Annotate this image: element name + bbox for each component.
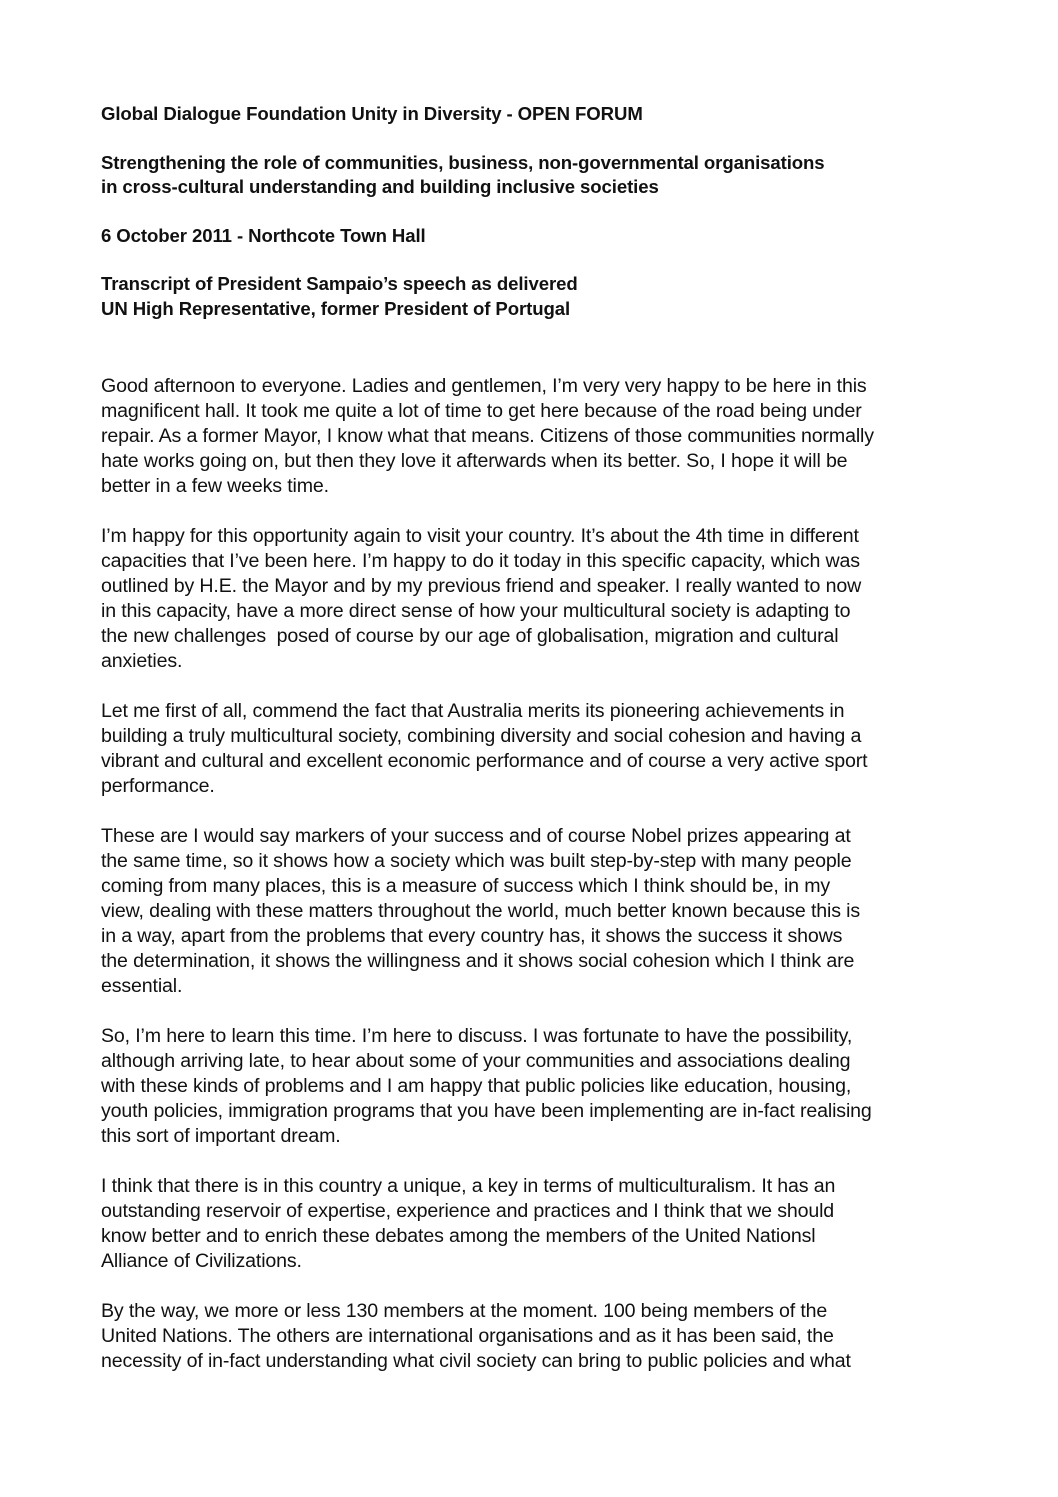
text-line: view, dealing with these matters throughout the world, much better known because this is — [101, 900, 860, 922]
document-subtitle — [101, 151, 971, 200]
text-line: with these kinds of problems and I am happy that public policies like education, housing, — [101, 1075, 852, 1097]
transcript-heading — [101, 272, 971, 321]
text-line: United Nations. The others are international organisations and as it has been said, the — [101, 1325, 834, 1347]
subtitle-line: in cross-cultural understanding and building inclusive societies — [101, 176, 659, 197]
document-header — [101, 102, 971, 345]
text-line: in a way, apart from the problems that every country has, it shows the success it shows — [101, 925, 843, 947]
text-line: building a truly multicultural society, combining diversity and social cohesion and having a — [101, 725, 862, 747]
text-line: These are I would say markers of your success and of course Nobel prizes appearing at — [101, 825, 851, 847]
text-line: youth policies, immigration programs that you have been implementing are in-fact realising — [101, 1100, 872, 1122]
paragraph-3 — [101, 699, 971, 799]
subtitle-line: Strengthening the role of communities, business, non-governmental organisations — [101, 151, 825, 173]
text-line: capacities that I’ve been here. I’m happy to do it today in this specific capacity, which was — [101, 550, 860, 572]
text-line: necessity of in-fact understanding what civil society can bring to public policies and what — [101, 1350, 851, 1372]
text-line: hate works going on, but then they love it afterwards when its better. So, I hope it will be — [101, 450, 848, 472]
paragraph-7 — [101, 1299, 971, 1374]
text-line: outstanding reservoir of expertise, experience and practices and I think that we should — [101, 1200, 835, 1222]
speech-body — [101, 374, 971, 1399]
text-line: repair. As a former Mayor, I know what that means. Citizens of those communities normally — [101, 425, 874, 447]
text-line: the determination, it shows the willingness and it shows social cohesion which I think are — [101, 950, 855, 972]
text-line: Let me first of all, commend the fact that Australia merits its pioneering achievements in — [101, 700, 845, 722]
text-line: anxieties. — [101, 650, 183, 672]
transcript-line: Transcript of President Sampaio’s speech as delivered — [101, 273, 578, 294]
text-line: I’m happy for this opportunity again to visit your country. It’s about the 4th time in different — [101, 525, 859, 547]
text-line: vibrant and cultural and excellent economic performance and of course a very active sport — [101, 750, 868, 772]
text-line: coming from many places, this is a measure of success which I think should be, in my — [101, 875, 831, 897]
paragraph-5 — [101, 1024, 971, 1149]
date-venue: 6 October 2011 - Northcote Town Hall — [101, 224, 426, 246]
text-line: know better and to enrich these debates among the members of the United Nationsl — [101, 1225, 816, 1247]
text-line: the new challenges posed of course by our age of globalisation, migration and cultural — [101, 625, 839, 647]
text-line: I think that there is in this country a unique, a key in terms of multiculturalism. It has an — [101, 1175, 836, 1197]
paragraph-6 — [101, 1174, 971, 1274]
paragraph-1 — [101, 374, 971, 499]
text-line: the same time, so it shows how a society which was built step-by-step with many people — [101, 850, 852, 872]
text-line: essential. — [101, 975, 183, 997]
text-line: So, I’m here to learn this time. I’m here to discuss. I was fortunate to have the possibility, — [101, 1025, 853, 1047]
text-line: this sort of important dream. — [101, 1125, 341, 1147]
text-line: performance. — [101, 775, 215, 797]
text-line: in this capacity, have a more direct sense of how your multicultural society is adapting to — [101, 600, 851, 622]
text-line: better in a few weeks time. — [101, 475, 329, 497]
text-line: magnificent hall. It took me quite a lot of time to get here because of the road being under — [101, 400, 862, 422]
speaker-role-line: UN High Representative, former President of Portugal — [101, 297, 571, 319]
document-title: Global Dialogue Foundation Unity in Diversity - OPEN FORUM — [101, 103, 643, 124]
text-line: outlined by H.E. the Mayor and by my previous friend and speaker. I really wanted to now — [101, 575, 862, 597]
paragraph-2 — [101, 524, 971, 674]
paragraph-4 — [101, 824, 971, 999]
text-line: By the way, we more or less 130 members at the moment. 100 being members of the — [101, 1300, 828, 1322]
text-line: Alliance of Civilizations. — [101, 1250, 302, 1272]
text-line: Good afternoon to everyone. Ladies and gentlemen, I’m very very happy to be here in this — [101, 375, 867, 397]
text-line: although arriving late, to hear about some of your communities and associations dealing — [101, 1050, 851, 1072]
